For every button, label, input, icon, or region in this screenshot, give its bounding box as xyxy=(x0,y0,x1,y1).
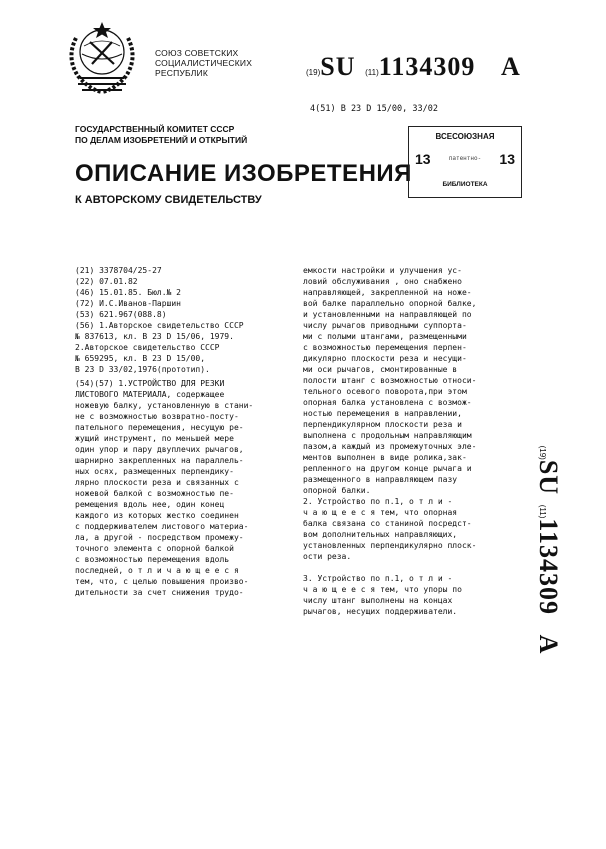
patent-number: 1134309 xyxy=(534,518,563,615)
text-line: балка связана со станиной посредст- xyxy=(303,519,472,528)
stamp-line: БИБЛИОТЕКА xyxy=(442,181,488,188)
text-line: размещенного в направляющем пазу xyxy=(303,475,458,484)
text-line: 3. Устройство по п.1, о т л и - xyxy=(303,574,453,583)
text-line: ч а ю щ е е с я тем, что упоры по xyxy=(303,585,462,594)
text-line: ч а ю щ е е с я тем, что опорная xyxy=(303,508,458,517)
code-19: (19) xyxy=(306,68,321,77)
country-line: СОЦИАЛИСТИЧЕСКИХ xyxy=(155,58,253,68)
text-line: ножевую балку, установленную в стани- xyxy=(75,401,254,410)
country-code: SU xyxy=(320,52,356,81)
kind-letter: A xyxy=(500,52,521,81)
text-line: и установленными на направляющей по xyxy=(303,310,472,319)
country-line: СОЮЗ СОВЕТСКИХ xyxy=(155,48,239,58)
patent-number-header xyxy=(306,52,521,82)
text-line: репленного на другом конце рычага и xyxy=(303,464,472,473)
country-line: РЕСПУБЛИК xyxy=(155,68,209,78)
text-line: тем, что, с целью повышения произво- xyxy=(75,577,249,586)
text-line: опорной балки. xyxy=(303,486,371,495)
bib-line: (22) 07.01.82 xyxy=(75,277,138,286)
country-code: SU xyxy=(534,459,563,496)
patent-number: 1134309 xyxy=(378,52,476,81)
stamp-number-right: 13 xyxy=(499,151,515,167)
committee-line: ГОСУДАРСТВЕННЫЙ КОМИТЕТ СССР xyxy=(75,124,235,134)
bib-line: № 837613, кл. В 23 D 15/06, 1979. xyxy=(75,332,234,341)
bib-line: (56) 1.Авторское свидетельство СССР xyxy=(75,321,244,330)
claims-left-column xyxy=(75,378,253,598)
text-line: (54)(57) 1.УСТРОЙСТВО ДЛЯ РЕЗКИ xyxy=(75,379,225,388)
text-line: рычагов, несущих поддерживатели. xyxy=(303,607,458,616)
text-line: ости реза. xyxy=(303,552,352,561)
text-line: ментов выполнен в виде ролика,зак- xyxy=(303,453,467,462)
text-line: с возможностью перемещения перпен- xyxy=(303,343,467,352)
text-line: точного элемента с опорной балкой xyxy=(75,544,234,553)
country-name xyxy=(155,48,252,78)
text-line xyxy=(303,562,476,573)
code-11: (11) xyxy=(538,504,547,519)
text-line: числу рычагов приводными суппорта- xyxy=(303,321,467,330)
bib-line: (72) И.С.Иванов-Паршин xyxy=(75,299,181,308)
side-patent-number xyxy=(528,440,568,660)
text-line: ножевой балкой с возможностью пе- xyxy=(75,489,234,498)
text-line: один упор и пару двуплечих рычагов, xyxy=(75,445,244,454)
text-line: ностью перемещения в направлении, xyxy=(303,409,462,418)
stamp-line: патентно- xyxy=(448,155,482,162)
text-line: направляющей, закрепленной на ноже- xyxy=(303,288,472,297)
bib-line: № 659295, кл. В 23 D 15/00, xyxy=(75,354,206,363)
text-line: последней, о т л и ч а ю щ е е с я xyxy=(75,566,239,575)
text-line: с поддерживателем листового материа- xyxy=(75,522,249,531)
text-line: пательного перемещения, несущую ре- xyxy=(75,423,244,432)
document-subtitle: К АВТОРСКОМУ СВИДЕТЕЛЬСТВУ xyxy=(75,194,262,206)
text-line: пазом,а каждый из промежуточных эле- xyxy=(303,442,477,451)
text-line: полости штанг с возможностью относи- xyxy=(303,376,477,385)
text-line: ловий обслуживания , оно снабжено xyxy=(303,277,462,286)
kind-letter: A xyxy=(534,634,563,655)
text-line: не с возможностью возвратно-посту- xyxy=(75,412,239,421)
bib-line: В 23 D 33/02,1976(прототип). xyxy=(75,365,210,374)
committee xyxy=(75,124,247,146)
text-line: ЛИСТОВОГО МАТЕРИАЛА, содержащее xyxy=(75,390,225,399)
text-line: каждого из которых жестко соединен xyxy=(75,511,239,520)
text-line: ми оси рычагов, смонтированные в xyxy=(303,365,458,374)
text-line: вом дополнительных направляющих, xyxy=(303,530,458,539)
text-line: вой балке параллельно опорной балке, xyxy=(303,299,477,308)
stamp-line: ВСЕСОЮЗНАЯ xyxy=(435,132,495,141)
document-title: ОПИСАНИЕ ИЗОБРЕТЕНИЯ xyxy=(75,160,412,187)
text-line: с возможностью перемещения вдоль xyxy=(75,555,230,564)
library-stamp xyxy=(408,126,522,198)
code-11: (11) xyxy=(365,68,379,77)
code-19: (19) xyxy=(538,445,547,460)
ipc-classification: 4(51) В 23 D 15/00, 33/02 xyxy=(310,104,438,114)
text-line: ных осях, размещенных перпендику- xyxy=(75,467,234,476)
text-line: опорная балка установлена с возмож- xyxy=(303,398,472,407)
text-line: ми с полыми штангами, размещенными xyxy=(303,332,467,341)
bib-line: (46) 15.01.85. Бюл.№ 2 xyxy=(75,288,181,297)
bib-line: (21) 3378704/25-27 xyxy=(75,266,162,275)
bib-line: (53) 621.967(088.8) xyxy=(75,310,167,319)
text-line: шарнирно закрепленных на параллель- xyxy=(75,456,244,465)
text-line: дительности за счет снижения трудо- xyxy=(75,588,244,597)
text-line: установленных перпендикулярно плоск- xyxy=(303,541,477,550)
bibliographic-data xyxy=(75,265,244,375)
text-line: ла, а другой - посредством промежу- xyxy=(75,533,244,542)
text-line: ремещения вдоль нее, один конец xyxy=(75,500,225,509)
text-line: дикулярно плоскости реза и несущи- xyxy=(303,354,467,363)
text-line: перпендикулярном плоскости реза и xyxy=(303,420,462,429)
bib-line: 2.Авторское свидетельство СССР xyxy=(75,343,220,352)
text-line: жущий инструмент, по меньшей мере xyxy=(75,434,234,443)
text-line: числу штанг выполнены на концах xyxy=(303,596,453,605)
text-line: тельного осевого поворота,при этом xyxy=(303,387,467,396)
text-line: лярно плоскости реза и связанных с xyxy=(75,478,239,487)
ussr-coat-of-arms-icon xyxy=(62,18,142,96)
committee-line: ПО ДЕЛАМ ИЗОБРЕТЕНИЙ И ОТКРЫТИЙ xyxy=(75,135,248,145)
claims-right-column xyxy=(303,265,476,617)
stamp-number-left: 13 xyxy=(415,151,431,167)
text-line: выполнена с продольным направляющим xyxy=(303,431,472,440)
text-line: 2. Устройство по п.1, о т л и - xyxy=(303,497,453,506)
text-line: емкости настройки и улучшения ус- xyxy=(303,266,462,275)
